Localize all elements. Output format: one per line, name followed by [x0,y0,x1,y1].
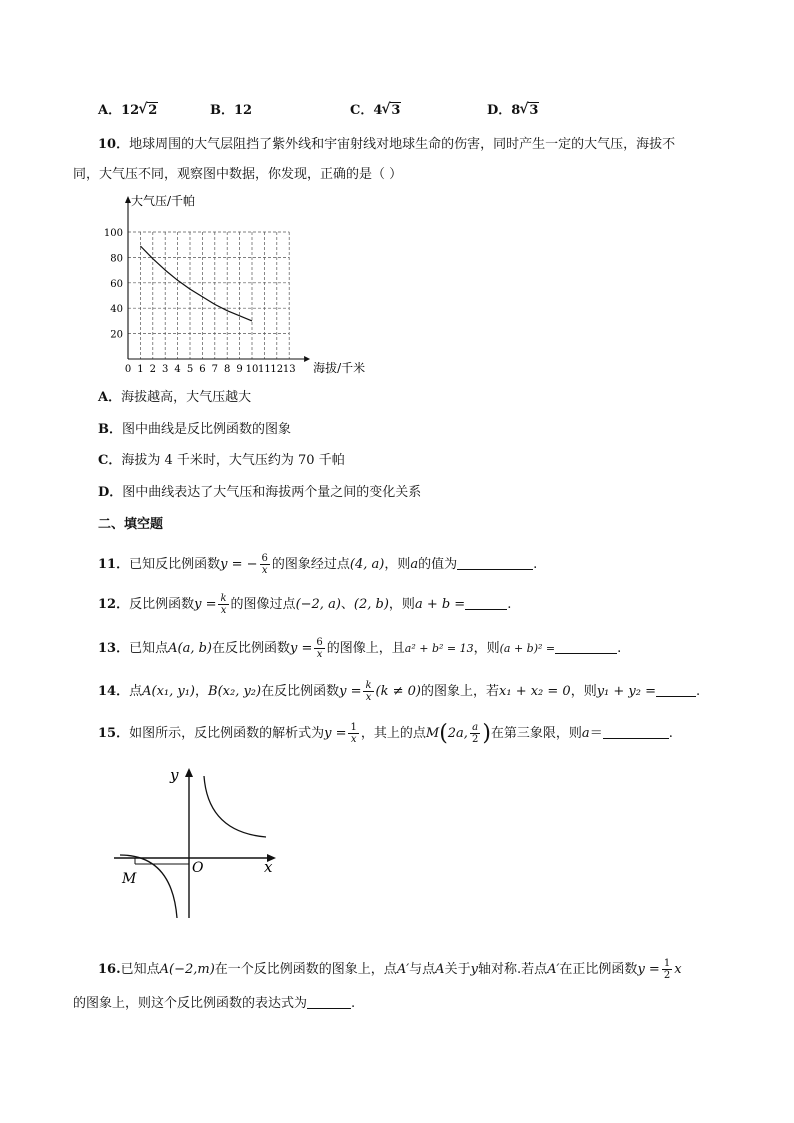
denominator: x [220,605,227,616]
math-expr: y = [324,726,347,741]
q13 [98,637,621,660]
fraction [470,722,480,745]
option-letter: B． [210,103,234,118]
text: ＝ [589,726,603,741]
math-expr: y = [194,597,217,612]
math-expr: y = [339,684,362,699]
text: 的图象上，则这个反比例函数的表达式为 [73,996,308,1011]
answer-blank[interactable] [465,596,507,610]
math-var: y [470,962,478,977]
x-tick-label: 5 [186,364,194,375]
radicand: 3 [391,103,401,118]
text: 的图象上，若 [421,684,500,699]
denominator: x [261,565,268,576]
text: ，则 [473,641,500,656]
text: ，则 [384,557,411,572]
text: 在反比例函数 [211,641,290,656]
x-tick-label: 1 [137,364,144,375]
denominator: 2 [663,970,671,981]
q10-option-d [98,484,421,502]
radicand: 2 [148,103,158,118]
x-tick-label: 12 [270,364,284,375]
text: . [507,597,512,612]
numerator: 1 [663,958,671,969]
text: . [617,641,622,656]
x-tick-label: 7 [211,364,218,375]
math-expr: A(a, b) [168,641,212,656]
option-text: 海拔为 4 千米时，大气压约为 70 千帕 [121,453,345,468]
text: 如图所示，反比例函数的解析式为 [129,726,325,741]
curve-quadrant-1 [204,776,266,837]
option-text: 海拔越高，大气压越大 [121,390,252,405]
x-tick-label: 10 [245,364,259,375]
text: . [668,726,673,741]
fraction [348,722,358,745]
text: 的值为 [418,557,458,572]
math-var: x [674,962,682,977]
section-title-text: 二、填空题 [98,517,164,532]
hyperbola-figure [110,760,285,925]
numerator: 6 [316,637,323,648]
fraction [662,958,672,981]
math-expr: y₁ + y₂ = [596,684,656,699]
paren-close: ) [482,721,491,746]
math-expr: y = [290,641,313,656]
question-number: 15． [98,726,130,741]
option-coef: 4 [373,103,383,118]
fraction [260,553,270,576]
y-tick-label: 60 [110,278,123,290]
q9-option-d [487,102,539,120]
option-letter: C． [98,453,122,468]
math-var: a [410,557,419,572]
option-letter: A． [98,390,122,405]
x-tick-label: 8 [224,364,231,375]
question-number: 11． [98,557,130,572]
math-var: A′ [547,962,560,977]
text: . [696,684,701,699]
text: 在第三象限，则 [490,726,582,741]
text: ，则 [388,597,415,612]
question-number: 13． [98,641,130,656]
text: 已知点 [120,962,160,977]
math-expr: a² + b² = 13 [404,642,474,655]
q9-option-a [98,102,158,120]
x-tick-label: 4 [174,364,181,375]
question-number: 14． [98,684,130,699]
fraction [363,680,373,703]
text: 反比例函数 [129,597,195,612]
text: 与点 [409,962,436,977]
option-letter: B． [98,422,122,437]
math-expr: x₁ + x₂ = 0 [499,684,571,699]
text: 关于 [444,962,471,977]
text: 在正比例函数 [559,962,638,977]
x-label: x [264,858,273,876]
y-axis-label: 大气压/千帕 [131,194,196,208]
numerator: k [365,680,372,691]
fraction [314,637,324,660]
denominator: x [350,734,357,745]
text: 的图像过点 [230,597,296,612]
text: 、 [340,597,354,612]
text: 已知反比例函数 [129,557,221,572]
x-tick-label: 0 [124,364,132,375]
y-label: y [170,766,179,784]
y-tick-label: 40 [110,304,123,316]
text: . [533,557,538,572]
q9-option-c [350,102,401,120]
numerator: 6 [261,553,268,564]
math-expr: (a + b)² = [499,642,556,655]
denominator: 2 [471,734,479,745]
question-text: 地球周围的大气层阻挡了紫外线和宇宙射线对地球生命的伤害，同时产生一定的大气压，海拔不 [129,137,676,152]
point-m-label: M [122,871,137,887]
math-var: a [581,726,590,741]
denominator: x [316,649,323,660]
option-coef: 8 [511,103,521,118]
answer-blank[interactable] [656,683,696,697]
sqrt-sign [520,102,539,120]
paren-open: ( [439,721,448,746]
option-coef: 12 [121,103,140,118]
numerator: a [472,722,479,733]
option-value: 12 [234,103,253,118]
text: 的图象经过点 [271,557,350,572]
text: 在一个反比例函数的图象上，点 [214,962,397,977]
math-expr: (2, b) [353,597,389,612]
q15 [98,722,673,745]
text: 轴对称.若点 [477,962,548,977]
option-letter: C． [350,103,374,118]
denominator: x [365,692,372,703]
x-tick-label: 3 [162,364,169,375]
y-tick-label: 100 [103,228,123,239]
text: 已知点 [129,641,169,656]
text: 在反比例函数 [261,684,340,699]
math-var: A [435,962,445,977]
q14 [98,680,700,703]
q11 [98,553,537,576]
origin-label: O [192,860,204,876]
radicand: 3 [529,103,539,118]
math-expr: y = [637,962,660,977]
x-tick-label: 13 [282,364,296,375]
q10-line1 [98,136,675,154]
q16-line1 [98,958,682,981]
chart-plot [104,193,365,375]
math-expr: B(x₂, y₂) [208,684,262,699]
q10-option-a [98,389,251,407]
math-var: A′ [396,962,410,977]
x-tick-label: 6 [199,364,206,375]
pressure-altitude-chart [95,188,395,380]
question-text: 同，大气压不同，观察图中数据，你发现，正确的是（ ） [73,167,403,182]
math-expr: y = − [220,557,258,572]
option-text: 图中曲线表达了大气压和海拔两个量之间的变化关系 [122,485,422,500]
text: ， [195,684,209,699]
fraction [218,593,228,616]
q16-line2 [73,995,355,1013]
text: . [351,996,356,1011]
math-expr: 2a, [447,726,468,741]
x-tick-label: 9 [236,364,243,375]
q9-option-b [210,102,252,120]
math-expr: (k ≠ 0) [375,684,421,699]
math-expr: A(−2,m) [159,962,215,977]
math-expr: (4, a) [349,557,385,572]
x-tick-label: 11 [258,364,271,375]
y-tick-label: 80 [110,253,123,265]
sqrt-sign [139,102,158,120]
y-tick-label: 20 [110,329,123,341]
x-arrow-icon [304,356,310,362]
text: ，其上的点 [360,726,426,741]
x-tick-label: 2 [149,364,156,375]
numerator: 1 [350,722,357,733]
y-arrow-icon [185,768,193,777]
q10-option-c [98,452,345,470]
q12 [98,593,511,616]
answer-blank[interactable] [457,556,533,570]
option-letter: D． [98,485,123,500]
text: 的图像上，且 [326,641,405,656]
numerator: k [220,593,227,604]
sqrt-sign [382,102,401,120]
answer-blank[interactable] [555,640,617,654]
question-number: 10． [98,137,130,152]
text: 点 [129,684,143,699]
math-expr: a + b = [414,597,466,612]
text: ，则 [570,684,597,699]
q10-option-b [98,421,291,439]
math-expr: A(x₁, y₁) [142,684,196,699]
option-letter: D． [487,103,512,118]
option-letter: A． [98,103,122,118]
option-text: 图中曲线是反比例函数的图象 [122,422,292,437]
question-number: 16. [98,962,121,977]
answer-blank[interactable] [307,995,351,1009]
math-var: M [425,726,440,741]
q10-line2 [73,166,402,184]
question-number: 12． [98,597,130,612]
answer-blank[interactable] [603,725,669,739]
x-axis-label: 海拔/千米 [313,361,366,375]
section-title [98,516,163,534]
math-expr: (−2, a) [295,597,341,612]
